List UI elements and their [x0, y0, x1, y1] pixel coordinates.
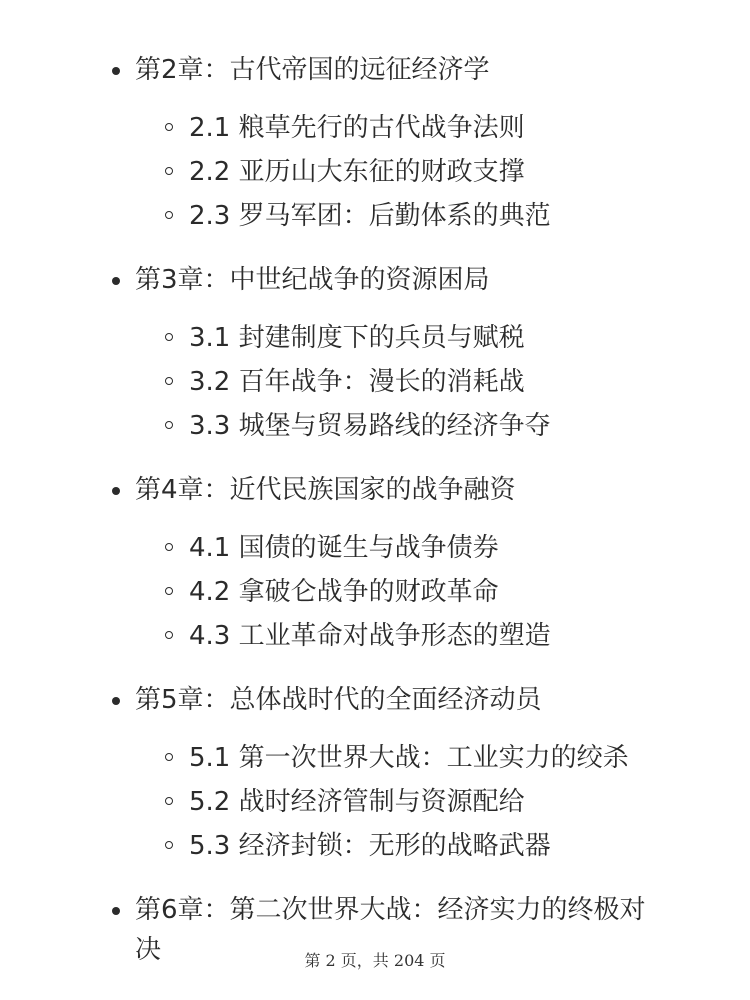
section-list [135, 736, 670, 868]
bullet-icon [112, 487, 120, 495]
circle-bullet-icon [165, 377, 173, 385]
section-list [135, 526, 670, 658]
circle-bullet-icon [165, 123, 173, 131]
circle-bullet-icon [165, 543, 173, 551]
section-list [135, 316, 670, 448]
section-item [189, 614, 670, 658]
circle-bullet-icon [165, 841, 173, 849]
section-title: 4.3 工业革命对战争形态的塑造 [189, 621, 551, 651]
section-item [189, 570, 670, 614]
circle-bullet-icon [165, 333, 173, 341]
section-item [189, 194, 670, 238]
section-title: 3.1 封建制度下的兵员与赋税 [189, 323, 525, 353]
circle-bullet-icon [165, 587, 173, 595]
chapter-5 [0, 680, 750, 868]
chapter-2 [0, 50, 750, 238]
section-title: 5.3 经济封锁：无形的战略武器 [189, 831, 551, 861]
page-footer: 第 2 页，共 204 页 [304, 951, 446, 970]
bullet-icon [112, 907, 120, 915]
section-title: 4.2 拿破仑战争的财政革命 [189, 577, 499, 607]
section-item [189, 780, 670, 824]
bullet-icon [112, 67, 120, 75]
section-title: 3.3 城堡与贸易路线的经济争夺 [189, 411, 551, 441]
circle-bullet-icon [165, 631, 173, 639]
circle-bullet-icon [165, 167, 173, 175]
chapter-title: 第3章：中世纪战争的资源困局 [135, 265, 490, 295]
section-item [189, 526, 670, 570]
section-item [189, 824, 670, 868]
section-item [189, 360, 670, 404]
circle-bullet-icon [165, 797, 173, 805]
chapter-title: 第2章：古代帝国的远征经济学 [135, 55, 490, 85]
chapter-title: 第6章：第二次世界大战：经济实力的终极对决 [135, 895, 646, 965]
section-title: 4.1 国债的诞生与战争债券 [189, 533, 499, 563]
table-of-contents [0, 50, 750, 970]
section-item [189, 106, 670, 150]
section-title: 2.3 罗马军团：后勤体系的典范 [189, 201, 551, 231]
section-item [189, 404, 670, 448]
chapter-4 [0, 470, 750, 658]
section-item [189, 736, 670, 780]
chapter-3 [0, 260, 750, 448]
section-list [135, 106, 670, 238]
chapter-title: 第5章：总体战时代的全面经济动员 [135, 685, 542, 715]
section-title: 2.1 粮草先行的古代战争法则 [189, 113, 525, 143]
bullet-icon [112, 697, 120, 705]
bullet-icon [112, 277, 120, 285]
section-title: 3.2 百年战争：漫长的消耗战 [189, 367, 525, 397]
section-title: 5.2 战时经济管制与资源配给 [189, 787, 525, 817]
section-title: 2.2 亚历山大东征的财政支撑 [189, 157, 525, 187]
section-item [189, 150, 670, 194]
circle-bullet-icon [165, 421, 173, 429]
chapter-title: 第4章：近代民族国家的战争融资 [135, 475, 516, 505]
section-item [189, 316, 670, 360]
circle-bullet-icon [165, 753, 173, 761]
circle-bullet-icon [165, 211, 173, 219]
section-title: 5.1 第一次世界大战：工业实力的绞杀 [189, 743, 629, 773]
